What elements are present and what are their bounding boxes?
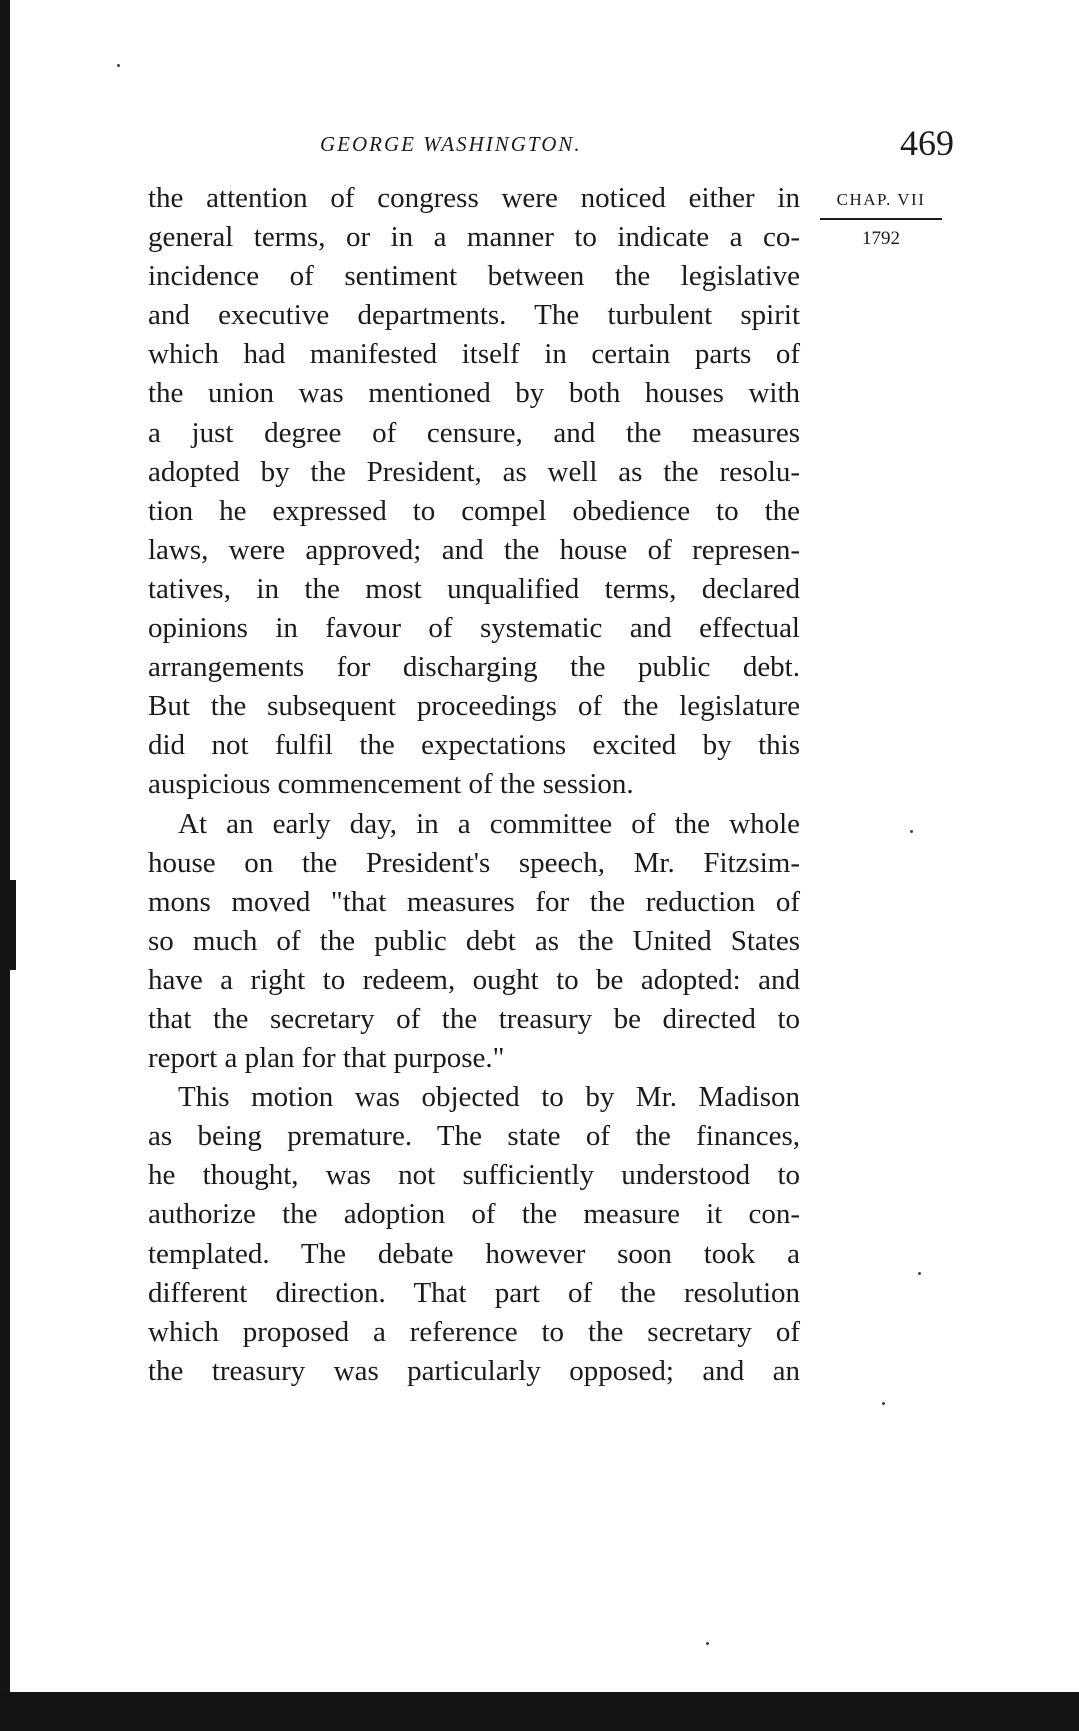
text-line: have a right to redeem, ought to be adopted: and <box>148 963 800 996</box>
text-line: the treasury was particularly opposed; and an <box>148 1354 800 1387</box>
page-number: 469 <box>900 123 954 163</box>
chapter-label: CHAP. VII <box>836 190 926 209</box>
margin-note <box>820 186 942 252</box>
text-line: as being premature. The state of the finances, <box>148 1120 800 1153</box>
text-line: which had manifested itself in certain parts of <box>148 338 800 371</box>
paragraph-3 <box>148 1078 800 1391</box>
text-line: tatives, in the most unqualified terms, declared <box>148 572 800 605</box>
text-line: arrangements for discharging the public debt. <box>148 651 800 684</box>
text-line: report a plan for that purpose." <box>148 1042 505 1075</box>
paragraph-1 <box>148 179 800 805</box>
text-line: the union was mentioned by both houses with <box>148 377 800 410</box>
text-line: authorize the adoption of the measure it con- <box>148 1198 800 1231</box>
text-line: the attention of congress were noticed either in <box>148 182 800 214</box>
text-line: house on the President's speech, Mr. Fitzsim- <box>148 846 800 879</box>
body-text <box>148 179 800 1391</box>
text-line: that the secretary of the treasury be directed to <box>148 1002 800 1035</box>
text-line: so much of the public debt as the United States <box>148 924 800 957</box>
text-line: mons moved "that measures for the reduction of <box>148 885 800 918</box>
text-line: and executive departments. The turbulent spirit <box>148 299 800 332</box>
text-line: different direction. That part of the resolution <box>148 1276 800 1309</box>
text-line: But the subsequent proceedings of the legislature <box>148 690 800 723</box>
text-line: opinions in favour of systematic and effectual <box>148 612 800 645</box>
year-label: 1792 <box>862 228 900 249</box>
running-head: GEORGE WASHINGTON. <box>320 132 582 156</box>
scan-speck <box>918 1272 921 1275</box>
paragraph-2 <box>148 805 800 1079</box>
scan-speck <box>882 1402 885 1405</box>
margin-rule <box>820 218 942 220</box>
text-line: At an early day, in a committee of the whole <box>178 807 800 840</box>
text-line: did not fulfil the expectations excited by this <box>148 729 800 762</box>
spine-notch <box>10 880 16 970</box>
text-line: laws, were approved; and the house of represen- <box>148 533 800 566</box>
book-spine-edge <box>0 0 10 1731</box>
text-line: he thought, was not sufficiently understood to <box>148 1159 800 1192</box>
text-line: adopted by the President, as well as the resolu- <box>148 455 800 488</box>
text-line: a just degree of censure, and the measures <box>148 416 800 449</box>
scan-speck <box>910 830 913 833</box>
scan-bottom-border <box>0 1692 1079 1731</box>
text-line: general terms, or in a manner to indicate a co- <box>148 221 800 254</box>
text-line: auspicious commencement of the session. <box>148 768 634 801</box>
text-line: tion he expressed to compel obedience to the <box>148 494 800 527</box>
text-line: This motion was objected to by Mr. Madison <box>178 1081 800 1114</box>
scan-speck <box>117 64 120 67</box>
text-line: which proposed a reference to the secretary of <box>148 1315 800 1348</box>
scan-speck <box>706 1642 709 1645</box>
text-line: templated. The debate however soon took a <box>148 1237 800 1270</box>
text-line: incidence of sentiment between the legislative <box>148 260 800 293</box>
